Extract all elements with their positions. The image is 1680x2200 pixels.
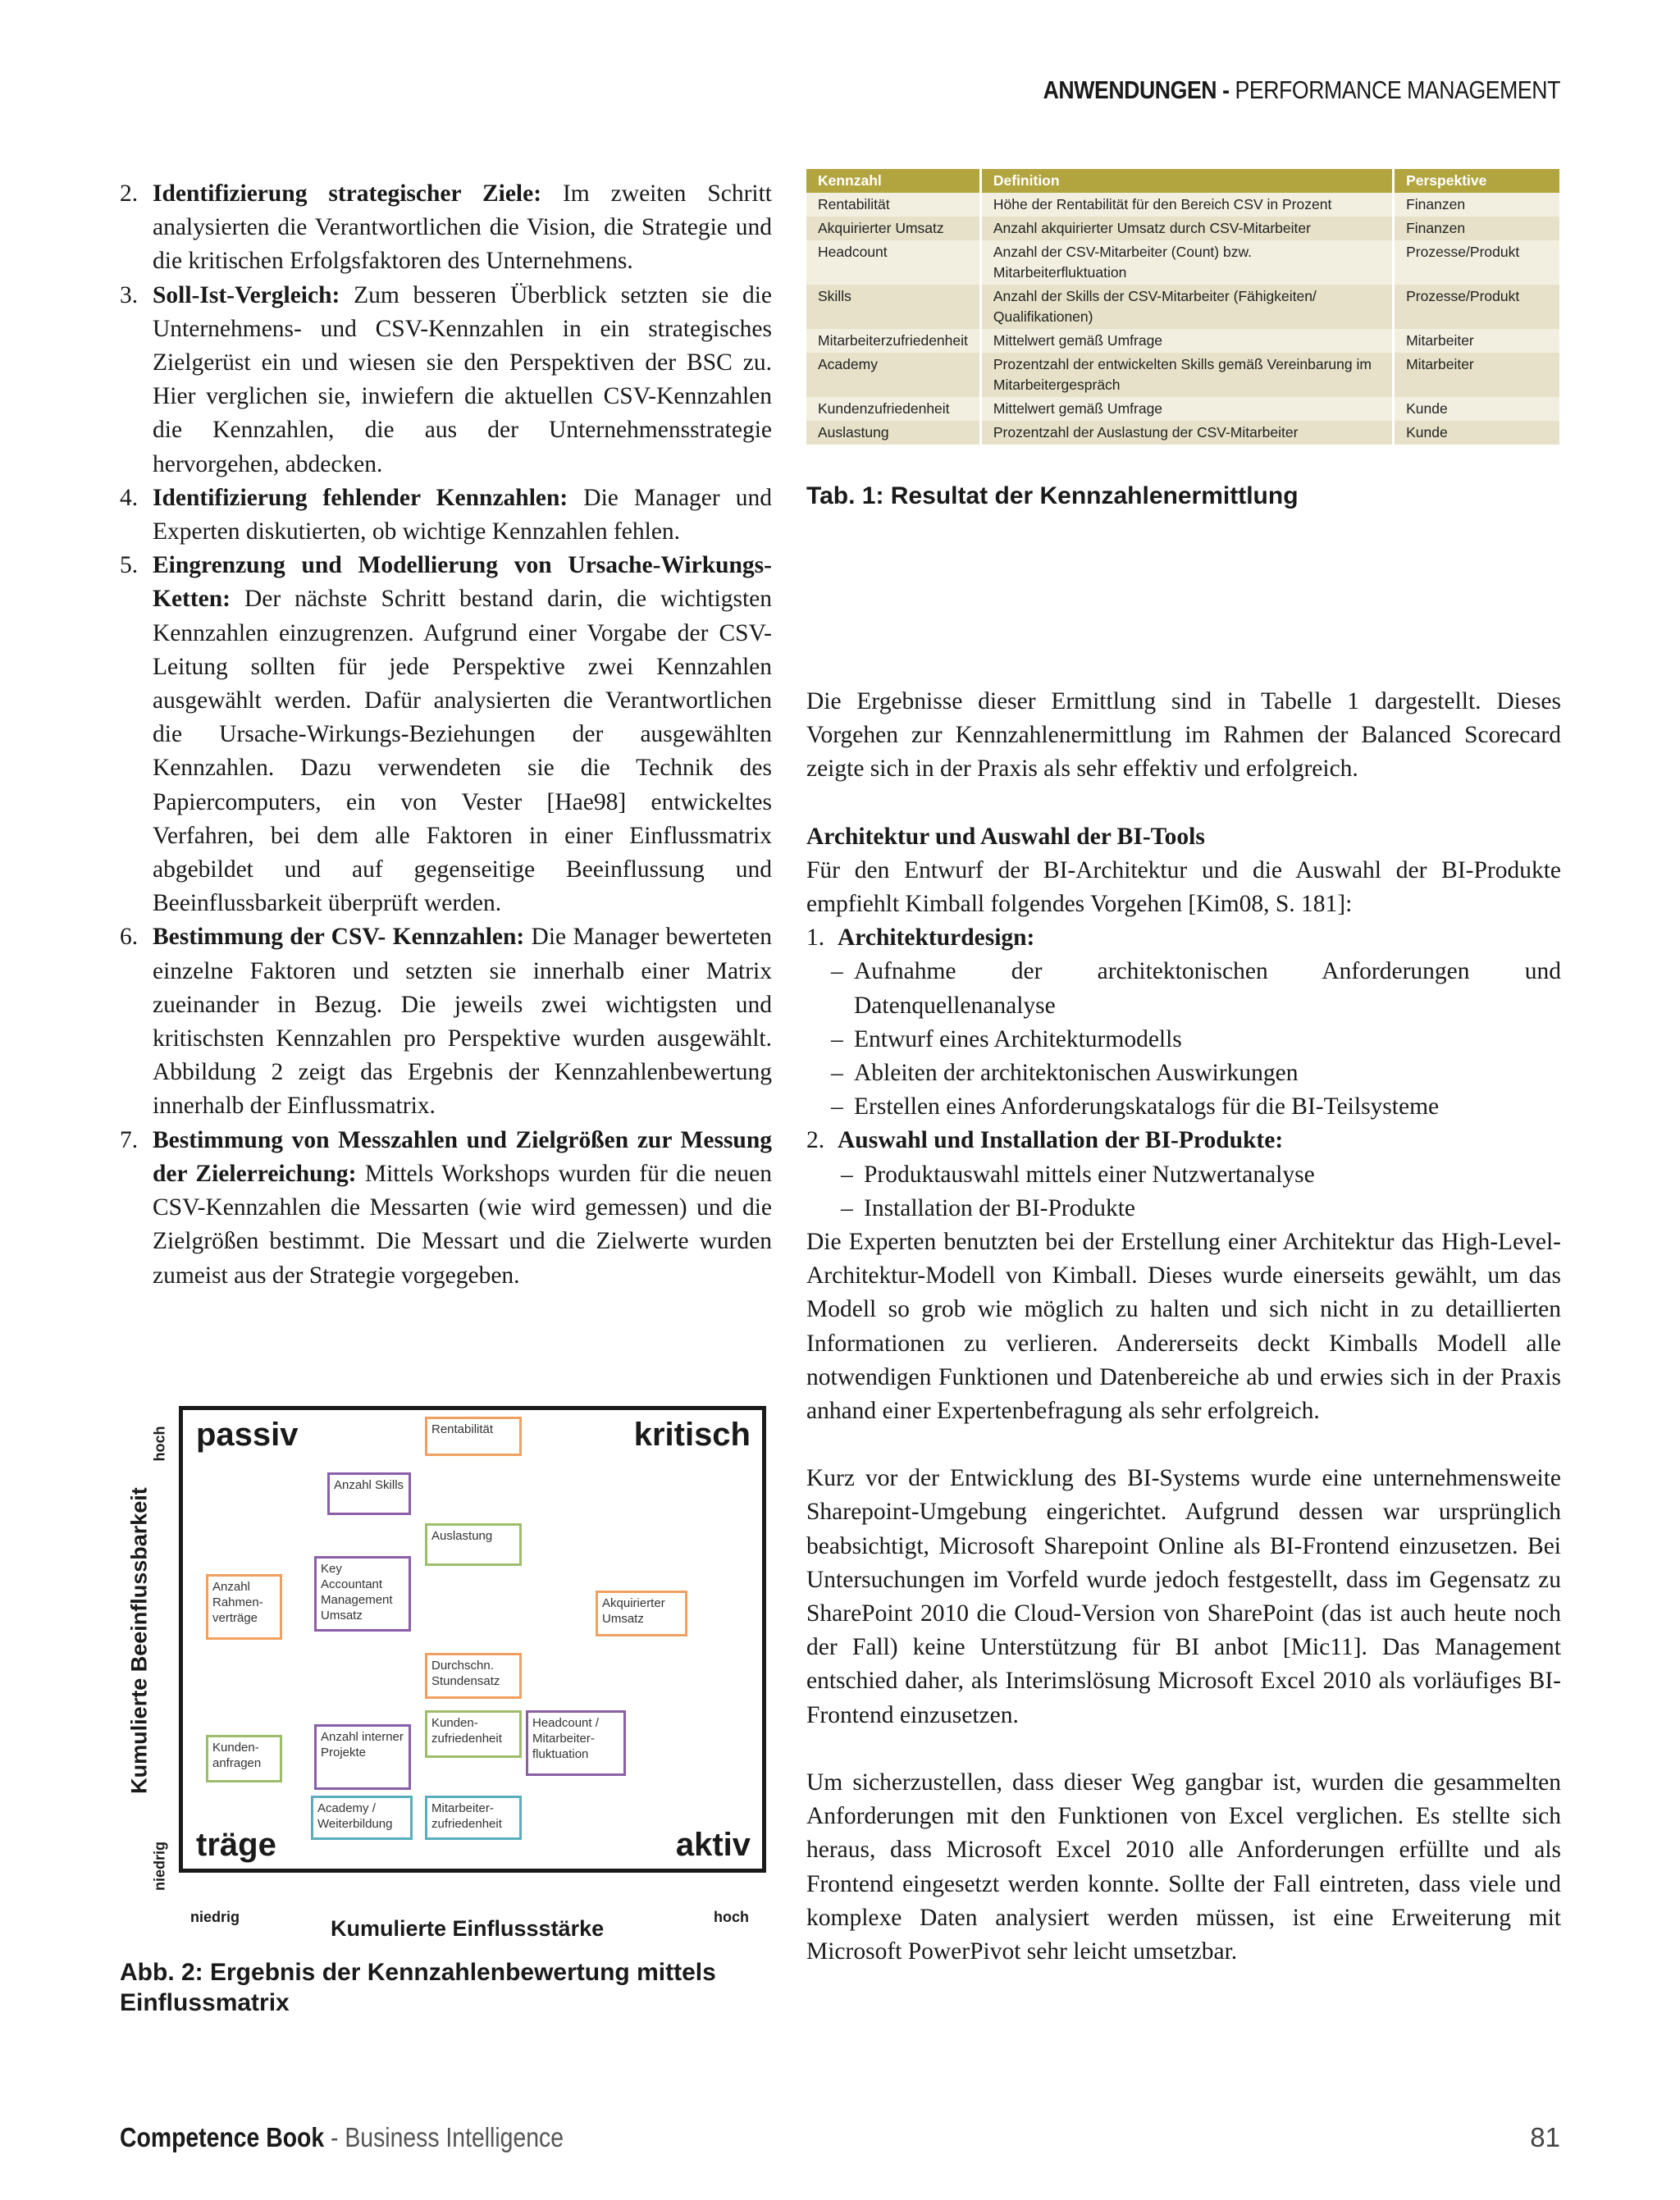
right-column	[806, 685, 1561, 1969]
dash: –	[831, 958, 843, 985]
sub-item-text: Erstellen eines Anforderungskatalogs für die BI-Teilsysteme	[854, 1093, 1440, 1121]
step-text: Der nächste Schritt bestand darin, die wichtigsten Kennzahlen einzugrenzen. Aufgrund einer Vorgabe der CSV-Leitung sollten für jede Perspektive zwei Kennzahlen ausgewählt werden. Dafür analysierten die Verantwortlichen die Ursache-Wirkungs-Beziehungen der ausgewählten Kennzahlen. Dazu verwendeten sie die Technik des Papiercomputers, ein von Vester [Hae98] entwickeltes Verfahren, bei dem alle Faktoren in einer Einflussmatrix abgebildet und auf gegenseitige Beeinflussung und Beeinflussbarkeit überprüft werden.	[153, 586, 772, 917]
table-cell: Akquirierter Umsatz	[806, 217, 979, 240]
table-cell: Rentabilität	[806, 193, 979, 217]
table-cell: Auslastung	[806, 421, 979, 445]
table-cell: Anzahl der CSV-Mitarbeiter (Count) bzw. Mitarbeiterfluktuation	[982, 240, 1392, 285]
matrix-frame	[179, 1406, 766, 1873]
table-cell: Mitarbeiterzufriedenheit	[806, 329, 979, 353]
list-title: Auswahl und Installation der BI-Produkte:	[838, 1127, 1284, 1154]
table-cell: Prozesse/Produkt	[1395, 285, 1559, 329]
table-cell: Academy	[806, 353, 979, 397]
step-title: Bestimmung von Messzahlen und Zielgrößen zur Messung der Zielerreichung:	[153, 1126, 772, 1187]
list-title: Architekturdesign:	[838, 924, 1035, 952]
table-cell: Mittelwert gemäß Umfrage	[982, 329, 1392, 353]
paragraph: Für den Entwurf der BI-Architektur und die Auswahl der BI-Produkte empfiehlt Kimball folgendes Vorgehen [Kim08, S. 181]:	[806, 856, 1561, 918]
sub-item-text: Aufnahme der architektonischen Anforderungen und Datenquellenanalyse	[854, 958, 1561, 1019]
list-number: 1.	[806, 924, 825, 952]
table-cell: Headcount	[806, 240, 979, 285]
step-text: Mittels Workshops wurden für die neuen CSV-Kennzahlen die Messarten (wie wird gemessen) und die Zielgrößen bestimmt. Die Messart und die Zielwerte wurden zumeist aus der Strategie vorgegeben.	[153, 1160, 772, 1289]
box-kundenanfragen: Kunden-anfragen	[206, 1735, 282, 1782]
list-number: 2.	[806, 1127, 825, 1154]
sub-item	[806, 1023, 1561, 1057]
quadrant-label-kritisch: kritisch	[633, 1417, 751, 1453]
table-row	[806, 217, 1559, 240]
sub-item-text: Produktauswahl mittels einer Nutzwertanalyse	[864, 1161, 1315, 1188]
quadrant-label-passiv: passiv	[196, 1417, 299, 1453]
step-item	[120, 920, 772, 1123]
dash: –	[831, 1093, 843, 1121]
table-cell: Anzahl akquirierter Umsatz durch CSV-Mitarbeiter	[982, 217, 1392, 240]
table-cell: Kunde	[1395, 397, 1559, 421]
table-cell: Kunde	[1395, 421, 1559, 445]
step-number: 4.	[120, 484, 139, 511]
footer-title	[120, 2122, 564, 2153]
list-item	[806, 1124, 1561, 1157]
footer-book: Competence Book	[120, 2122, 325, 2152]
column-header: Definition	[982, 169, 1392, 193]
step-item	[120, 482, 772, 549]
quadrant-label-aktiv: aktiv	[675, 1827, 751, 1863]
box-kundenzufriedenheit: Kunden-zufriedenheit	[425, 1710, 522, 1758]
section-heading: Architektur und Auswahl der BI-Tools	[806, 823, 1205, 850]
step-title: Eingrenzung und Modellierung von Ursache-Wirkungs-Ketten:	[153, 552, 772, 613]
y-axis-high: hoch	[151, 1426, 168, 1462]
box-rahmenvertraege: Anzahl Rahmen-verträge	[206, 1574, 282, 1640]
figure-caption: Abb. 2: Ergebnis der Kennzahlenbewertung mittels Einflussmatrix	[120, 1959, 716, 2016]
dash: –	[841, 1194, 853, 1221]
step-title: Soll-Ist-Vergleich:	[153, 281, 340, 308]
box-stundensatz: Durchschn. Stundensatz	[425, 1653, 522, 1699]
step-title: Identifizierung strategischer Ziele:	[153, 180, 542, 207]
step-item	[120, 279, 772, 482]
box-akquirierter-umsatz: Akquirierter Umsatz	[596, 1591, 687, 1636]
table-cell: Prozesse/Produkt	[1395, 240, 1559, 285]
step-title: Bestimmung der CSV- Kennzahlen:	[153, 924, 525, 951]
y-axis-low: niedrig	[151, 1841, 168, 1892]
table-cell: Höhe der Rentabilität für den Bereich CSV in Prozent	[982, 193, 1392, 217]
box-rentabilitaet: Rentabilität	[425, 1417, 522, 1456]
table-row	[806, 329, 1559, 353]
paragraph: Die Experten benutzten bei der Erstellung einer Architektur das High-Level-Architektur-Modell von Kimball. Dieses wurde einerseits gewählt, um das Modell so grob wie möglich zu halten und sich nicht in zu detaillierten Informationen zu verlieren. Andererseits deckt Kimballs Modell alle notwendigen Funktionen und Datenbereiche ab und erwies sich in der Praxis anhand einer Expertenbefragung als sehr erfolgreich.	[806, 1229, 1561, 1425]
step-item	[120, 549, 772, 920]
step-number: 2.	[120, 180, 139, 207]
x-axis-low: niedrig	[190, 1909, 240, 1925]
sub-item	[806, 1057, 1561, 1090]
table-cell: Skills	[806, 285, 979, 329]
box-mitarbeiterzufriedenheit: Mitarbeiter-zufriedenheit	[425, 1796, 522, 1840]
footer-topic: - Business Intelligence	[324, 2122, 564, 2152]
table-cell: Mittelwert gemäß Umfrage	[982, 397, 1392, 421]
table-caption: Tab. 1: Resultat der Kennzahlenermittlung	[806, 482, 1299, 509]
box-headcount: Headcount / Mitarbeiter-fluktuation	[526, 1710, 626, 1776]
dash: –	[831, 1025, 843, 1052]
table-header-row	[806, 169, 1559, 193]
step-text: Im zweiten Schritt analysierten die Verantwortlichen die Vision, die Strategie und die kritischen Erfolgsfaktoren des Unternehmens.	[153, 180, 772, 275]
step-number: 5.	[120, 552, 139, 579]
table-row	[806, 285, 1559, 329]
paragraph: Die Ergebnisse dieser Ermittlung sind in Tabelle 1 dargestellt. Dieses Vorgehen zur Kennzahlenermittlung im Rahmen der Balanced Scorecard zeigte sich in der Praxis als sehr effektiv und erfolgreich.	[806, 688, 1561, 783]
table-row	[806, 421, 1559, 445]
sub-item	[806, 1158, 1561, 1192]
table-cell: Prozentzahl der entwickelten Skills gemäß Vereinbarung im Mitarbeitergespräch	[982, 353, 1392, 397]
step-text: Zum besseren Überblick setzten sie die Unternehmens- und CSV-Kennzahlen in ein strategisches Zielgerüst ein und wiesen sie den Perspektiven der BSC zu. Hier verglichen sie, inwiefern die aktuellen CSV-Kennzahlen die Kennzahlen, die aus der Unternehmensstrategie hervorgehen, abdecken.	[153, 281, 772, 477]
quadrant-label-traege: träge	[196, 1827, 276, 1863]
column-header: Kennzahl	[806, 169, 979, 193]
sub-item	[806, 1090, 1561, 1124]
box-anzahl-skills: Anzahl Skills	[327, 1472, 411, 1515]
step-text: Die Manager und Experten diskutierten, ob wichtige Kennzahlen fehlen.	[153, 484, 772, 545]
table-cell: Prozentzahl der Auslastung der CSV-Mitarbeiter	[982, 421, 1392, 445]
running-header	[1043, 75, 1560, 105]
header-section: ANWENDUNGEN -	[1043, 75, 1235, 104]
table-row	[806, 397, 1559, 421]
step-number: 7.	[120, 1126, 139, 1153]
box-interne-projekte: Anzahl interner Projekte	[314, 1724, 411, 1790]
table-row	[806, 353, 1559, 397]
header-topic: PERFORMANCE MANAGEMENT	[1235, 75, 1560, 104]
dash: –	[841, 1161, 853, 1188]
dash: –	[831, 1060, 843, 1087]
sub-item-text: Ableiten der architektonischen Auswirkungen	[854, 1060, 1299, 1087]
paragraph: Um sicherzustellen, dass dieser Weg gangbar ist, wurden die gesammelten Anforderungen mit den Funktionen von Excel verglichen. Es stellte sich heraus, dass Microsoft Excel 2010 alle Anforderungen erfüllte und als Frontend eingesetzt werden konnte. Sollte der Fall eintreten, dass viele und komplexe Daten analysiert werden müssen, ist eine Erweiterung mit Microsoft PowerPivot sehr leicht umsetzbar.	[806, 1769, 1561, 1965]
step-item	[120, 177, 772, 279]
table-cell: Mitarbeiter	[1395, 353, 1559, 397]
kennzahlen-table	[804, 169, 1562, 445]
table-row	[806, 240, 1559, 285]
table-row	[806, 193, 1559, 217]
y-axis-label: Kumulierte Beeinflussbarkeit	[126, 1487, 152, 1794]
x-axis-label: Kumulierte Einflussstärke	[331, 1916, 605, 1941]
x-axis-high: hoch	[714, 1909, 749, 1925]
list-item	[806, 921, 1561, 955]
left-column	[120, 177, 772, 1293]
sub-item-text: Installation der BI-Produkte	[864, 1194, 1135, 1221]
table-cell: Kundenzufriedenheit	[806, 397, 979, 421]
table-cell: Finanzen	[1395, 217, 1559, 240]
sub-item-text: Entwurf eines Architekturmodells	[854, 1025, 1182, 1052]
box-academy: Academy / Weiterbildung	[311, 1796, 413, 1840]
page-number: 81	[1530, 2122, 1560, 2152]
box-key-accountant: Key Accountant Management Umsatz	[314, 1556, 411, 1632]
table-cell: Anzahl der Skills der CSV-Mitarbeiter (Fähigkeiten/ Qualifikationen)	[982, 285, 1392, 329]
table-cell: Mitarbeiter	[1395, 329, 1559, 353]
step-number: 6.	[120, 924, 139, 951]
sub-item	[806, 1192, 1561, 1226]
step-text: Die Manager bewerteten einzelne Faktoren und setzten sie innerhalb einer Matrix zueinander in Bezug. Die jeweils zwei wichtigsten und kritischsten Kennzahlen pro Perspektive wurden ausgewählt. Abbildung 2 zeigt das Ergebnis der Kennzahlenbewertung innerhalb der Einflussmatrix.	[153, 924, 773, 1120]
box-auslastung: Auslastung	[425, 1523, 522, 1566]
column-header: Perspektive	[1395, 169, 1559, 193]
step-number: 3.	[120, 281, 139, 308]
sub-item	[806, 955, 1561, 1022]
step-title: Identifizierung fehlender Kennzahlen:	[153, 484, 568, 511]
paragraph: Kurz vor der Entwicklung des BI-Systems wurde eine unternehmensweite Sharepoint-Umgebung eingerichtet. Aufgrund dessen war ursprünglich beabsichtigt, Microsoft Sharepoint Online als BI-Frontend einzusetzen. Bei Untersuchungen im Vorfeld wurde jedoch festgestellt, dass im Gegensatz zu SharePoint 2010 die Cloud-Version von SharePoint (das ist auch heute noch der Fall) keine Unterstützung für BI anbot [Mic11]. Das Management entschied daher, als Interimslösung Microsoft Excel 2010 als vorläufiges BI-Frontend einzusetzen.	[806, 1465, 1561, 1728]
table-cell: Finanzen	[1395, 193, 1559, 217]
step-item	[120, 1124, 772, 1293]
